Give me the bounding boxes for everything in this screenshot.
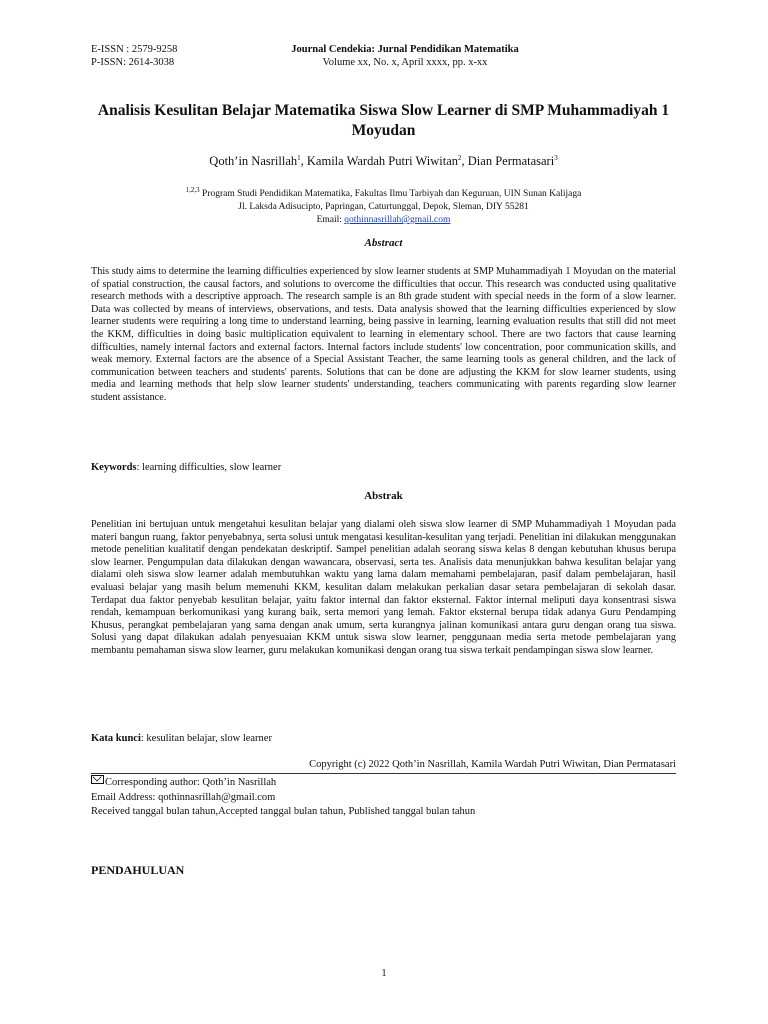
author-separator: , — [300, 154, 307, 169]
abstract-en-heading: Abstract — [364, 237, 403, 249]
correspondence-block — [91, 775, 475, 820]
author-sup: 1 — [297, 154, 301, 162]
keywords-value: : learning difficulties, slow learner — [136, 462, 282, 473]
author-separator: , — [461, 154, 468, 169]
corresponding-author: Corresponding author: Qoth’in Nasrillah — [105, 777, 277, 788]
kata-kunci-label: Kata kunci — [91, 733, 141, 744]
author-name: Kamila Wardah Putri Wiwitan — [306, 154, 459, 169]
affiliation-line-2: Jl. Laksda Adisucipto, Papringan, Caturtunggal, Depok, Sleman, DIY 55281 — [238, 202, 529, 213]
email-label: Email: — [316, 215, 345, 226]
issn-block — [91, 43, 177, 69]
journal-volume: Volume xx, No. x, April xxxx, pp. x-xx — [322, 57, 488, 68]
journal-block — [260, 43, 550, 69]
eissn: E-ISSN : 2579-9258 — [91, 44, 178, 55]
author-list — [91, 154, 676, 169]
affiliation-sup: 1,2,3 — [185, 186, 200, 194]
envelope-icon — [91, 775, 104, 784]
page-number: 1 — [381, 968, 387, 979]
author-sup: 3 — [554, 154, 558, 162]
pissn: P-ISSN: 2614-3038 — [91, 57, 175, 68]
copyright-line: Copyright (c) 2022 Qoth’in Nasrillah, Kamila Wardah Putri Wiwitan, Dian Permatasari — [309, 759, 676, 770]
email-link[interactable]: qothinnasrillah@gmail.com — [344, 215, 451, 226]
keywords-en — [91, 462, 281, 473]
affiliation-line-1: Program Studi Pendidikan Matematika, Fakultas Ilmu Tarbiyah dan Keguruan, UIN Sunan Kalijaga — [199, 189, 582, 200]
author-name: Qoth’in Nasrillah — [209, 154, 298, 169]
abstract-id-heading: Abstrak — [364, 490, 403, 502]
abstract-en-text: This study aims to determine the learning difficulties experienced by slow learner students at SMP Muhammadiyah 1 Moyudan on the material of spatial construction, the causal factors, and solutions to overcome the difficulties that occur. This research was conducted using qualitative research methods with a descriptive approach. The research sample is an 8th grade student with special needs in the form of a slow learner. Data was collected by means of interviews, observations, and tests. Data analysis showed that the learning difficulties experienced by slow learner students were requiring a long time to understand learning, being passive in learning, learning evaluation results that still did not meet the KKM, difficulties in doing basic multiplication equivalent to learning in elementary school. There are two factors that cause learning difficulties, namely internal factors and external factors. Internal factors include students' low concentration, poor communication skills, and weak memory. External factors are the absence of a Special Assistant Teacher, the same learning tools as general children, and the lack of communication between teachers and students' parents. Solutions that can be done are adjusting the KKM for slow learner students, using media and learning methods that help slow learner students' understanding, teachers communicating with parents regarding slow learner student assistance. — [91, 266, 676, 403]
journal-name: Journal Cendekia: Jurnal Pendidikan Matematika — [291, 44, 519, 55]
section-heading: PENDAHULUAN — [91, 863, 185, 877]
author-sup: 2 — [458, 154, 462, 162]
abstract-id-text: Penelitian ini bertujuan untuk mengetahui kesulitan belajar yang dialami oleh siswa slow learner di SMP Muhammadiyah 1 Moyudan pada materi bangun ruang, faktor penyebabnya, serta solusi untuk mengatasi kesulitan-kesulitan yang terjadi. Penelitian ini dilakukan menggunakan metode penelitian kualitatif dengan pendekatan deskriptif. Sampel penelitian adalah seorang siswa kelas 8 dengan kebutuhan khusus berupa slow learner. Pengumpulan data dilakukan dengan wawancara, observasi, serta tes. Analisis data menunjukkan bahwa kesulitan belajar yang dialami oleh siswa slow learner adalah membutuhkan waktu yang lama dalam memahami pembelajaran, pasif dalam pembelajaran, hasil evaluasi belajar yang masih belum memenuhi KKM, kesulitan dalam melakukan perkalian dasar setara pembelajaran di sekolah dasar. Terdapat dua faktor penyebab kesulitan belajar, yaitu faktor internal dan faktor eksternal. Faktor internal meliputi daya konsentrasi siswa rendah, kemampuan berkomunikasi yang kurang baik, serta memori yang lemah. Faktor eksternal berupa tidak adanya Guru Pendamping Khusus, perangkat pembelajaran yang sama dengan anak umum, serta kurangnya jalinan komunikasi antara guru dengan orang tua siswa. Solusi yang dapat dilakukan adalah penyesuaian KKM untuk siswa slow learner, penggunaan media serta metode pembelajaran yang membantu pemahaman siswa slow learner, guru melakukan komunikasi dengan orang tua siswa terkait pendampingan siswa slow learner. — [91, 519, 676, 656]
paper-title: Analisis Kesulitan Belajar Matematika Siswa Slow Learner di SMP Muhammadiyah 1 Moyudan — [97, 102, 670, 139]
corresponding-email: Email Address: qothinnasrillah@gmail.com — [91, 791, 276, 803]
received-dates: Received tanggal bulan tahun,Accepted tanggal bulan tahun, Published tanggal bulan tahun — [91, 806, 476, 817]
keywords-id — [91, 733, 272, 744]
divider — [91, 773, 676, 774]
kata-kunci-value: : kesulitan belajar, slow learner — [140, 733, 272, 744]
author-name: Dian Permatasari — [467, 154, 555, 169]
keywords-label: Keywords — [91, 462, 137, 473]
affiliation — [91, 184, 676, 227]
